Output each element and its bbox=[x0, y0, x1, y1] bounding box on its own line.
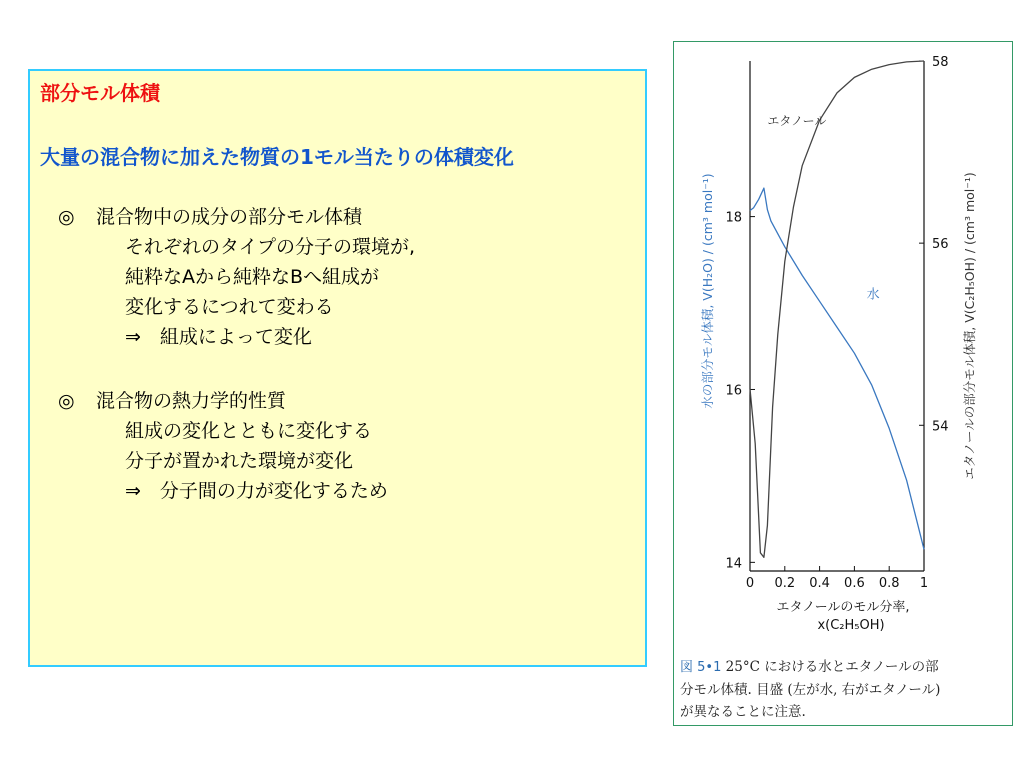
y-right-tick-label: 54 bbox=[932, 419, 949, 435]
bullet-mark-1: ◎ bbox=[58, 206, 75, 228]
y-left-tick-label: 18 bbox=[725, 210, 742, 226]
x-axis-label-symbol: x(C₂H₅OH) bbox=[817, 618, 885, 633]
section1-line: ⇒ 組成によって変化 bbox=[125, 326, 312, 348]
y-left-tick-label: 14 bbox=[725, 556, 742, 572]
caption-label: 図 5•1 bbox=[680, 660, 722, 675]
y-right-tick-label: 58 bbox=[932, 55, 949, 70]
caption-line: 分モル体積. 目盛 (左が水, 右がエタノール) bbox=[680, 682, 941, 698]
x-tick-label: 1 bbox=[919, 576, 929, 591]
partial-molar-volume-chart bbox=[674, 42, 1014, 652]
figure-panel bbox=[673, 41, 1013, 726]
section2-line: ⇒ 分子間の力が変化するため bbox=[125, 480, 388, 502]
section1-title: 混合物中の成分の部分モル体積 bbox=[96, 206, 363, 228]
water-series-line bbox=[750, 188, 924, 549]
section2-title-line bbox=[58, 386, 286, 413]
y-right-tick-label: 56 bbox=[932, 237, 949, 253]
water-series-label: 水 bbox=[866, 287, 880, 303]
section1-line: 変化するにつれて変わる bbox=[125, 296, 334, 318]
section2-title: 混合物の熱力学的性質 bbox=[96, 390, 287, 412]
ethanol-series-label: エタノール bbox=[767, 113, 827, 128]
figure-caption bbox=[680, 656, 1010, 723]
bullet-mark-2: ◎ bbox=[58, 390, 75, 412]
x-tick-label: 0.8 bbox=[878, 576, 900, 591]
ethanol-series-line bbox=[750, 61, 924, 557]
section2-line: 組成の変化とともに変化する bbox=[125, 420, 373, 442]
section1-line: 純粋なAから純粋なBへ組成が bbox=[125, 266, 380, 288]
y-left-tick-label: 16 bbox=[725, 383, 742, 399]
y-left-axis-label: 水の部分モル体積, V(H₂O) / (cm³ mol⁻¹) bbox=[700, 173, 715, 409]
x-axis-label: エタノールのモル分率, bbox=[776, 600, 910, 615]
caption-line: 25°C における水とエタノールの部 bbox=[725, 659, 939, 675]
slide-heading: 部分モル体積 bbox=[40, 81, 160, 105]
x-tick-label: 0 bbox=[745, 576, 755, 591]
y-right-axis-label: エタノールの部分モル体積, V(C₂H₅OH) / (cm³ mol⁻¹) bbox=[962, 172, 977, 480]
x-tick-label: 0.6 bbox=[844, 576, 865, 591]
section1-line: それぞれのタイプの分子の環境が, bbox=[125, 236, 416, 258]
section1-title-line bbox=[58, 202, 362, 229]
slide-subheading: 大量の混合物に加えた物質の1モル当たりの体積変化 bbox=[40, 145, 514, 169]
text-panel bbox=[28, 69, 647, 667]
x-tick-label: 0.2 bbox=[774, 576, 796, 591]
caption-line: が異なることに注意. bbox=[680, 704, 806, 720]
x-tick-label: 0.4 bbox=[809, 576, 830, 591]
section2-line: 分子が置かれた環境が変化 bbox=[125, 450, 354, 472]
